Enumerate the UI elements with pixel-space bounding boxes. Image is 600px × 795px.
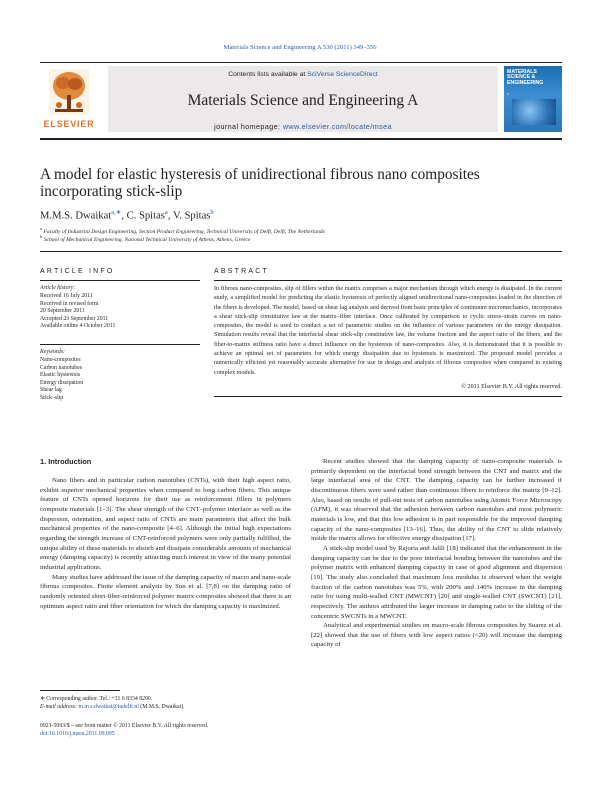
article-history-label: Article history: [40, 285, 76, 291]
contents-prefix: Contents lists available at [228, 71, 308, 78]
abstract-text: In fibrous nano-composites, slip of fillers within the matrix comprises a major mechanism through which energy is dissipated. In the current study, a simplified model for predicting the elastic hysteresis of perfectly aligned unidirectional nano-composites loaded in the direction of the fibers is developed. The model, based on shear lag analysis and derived from basic principles of continuum micromechanics, incorporates a shear stick-slip constitutive law at the matrix–fiber interface. Once calibrated by comparison to cyclic stress–strain curves on nano-composites, the model is used to conduct a set of parametric studies on the influence of various parameters on the energy dissipation. Simulation results reveal that the interfacial shear stick-slip constitutive law, the volume fraction and the aspect ratio of the fibers, and the fiber-to-matrix stiffness ratio have a direct influence on the hysteresis of nano-composites. Also, it is demonstrated that it is possible to achieve an optimal set of parameters for which energy dissipation due to hysteresis is maximized. The proposed model provides a numerically efficient yet reasonably accurate alternative for use in design and analysis of fibrous composites when compared to existing complex models. [214, 286, 562, 376]
author-list: M.M.S. Dwaikat$^{a,∗}$, C. Spitas$^a$, V. Spitas$^b$ [40, 209, 214, 222]
copyright-notice: © 2011 Elsevier B.V. All rights reserved. [461, 384, 562, 390]
issn-doi-block [40, 722, 291, 738]
top-rule [40, 62, 562, 63]
keyword: Stick–slip [40, 394, 64, 401]
introduction-heading: 1. Introduction [40, 457, 92, 466]
body-paragraph: Recent studies showed that the damping capacity of nano-composite materials is primarily dependent on the interfacial bond strength between the CNT and matrix and the large interfacial area of the CNT. The damping capacity can be further increased if discontinuous fibers were used rather than continuous fibers to reinforce the matrix [9–12]. Also, based on results of pull-out tests of carbon nanotubes using Atomic Force Microscopy (AFM), it was observed that the adhesion between carbon nanotubes and most polymeric materials is low, and that this low adhesion is in part responsible for the improved damping capacity of the nano-composites [13–16]. Thus, the ability of the CNT to slide relatively inside the matrix allows for effective energy dissipation [17]. [311, 458, 562, 543]
body-paragraph: Many studies have addressed the issue of the damping capacity of macro and nano-scale fibrous composites. Finite element analysis by Sun et al. [7,8] on the damping ratio of randomly oriented short-fiber-reinforced polymer matrix composites showed that there is an optimum aspect ratio and fiber orientation for which the damping capacity is maximized. [40, 573, 291, 610]
keyword: Nano-composites [40, 357, 81, 363]
author-name: M.M.S. Dwaikat [40, 210, 112, 222]
elsevier-tree-icon [49, 69, 89, 115]
body-paragraph: Analytical and experimental studies on macro-scale fibrous composites by Suarez et al. [22] showed that the use of fibers with low aspect ratios (<20) will increase the damping capacity of [311, 622, 562, 649]
doi-link[interactable]: doi:10.1016/j.msea.2011.09.095 [40, 731, 115, 737]
article-title: A model for elastic hysteresis of unidirectional fibrous nano composites incorporating stick-slip [40, 166, 480, 200]
author-affiliation-mark[interactable]: b [210, 209, 214, 216]
history-entry: Received in revised form [40, 300, 99, 307]
affiliation-mark: a [40, 226, 43, 231]
abstract-heading: ABSTRACT [214, 268, 269, 275]
article-history-list [40, 293, 115, 331]
journal-homepage-line [108, 122, 498, 131]
journal-reference-link[interactable]: Materials Science and Engineering A 530 (2011) 349–356 [223, 44, 377, 51]
left-column-text [40, 476, 291, 611]
history-entry: 20 September 2011 [40, 308, 85, 315]
email-suffix: (M.M.S. Dwaikat). [138, 704, 185, 710]
keywords-label: Keywords: [40, 349, 65, 355]
issn-line: 0921-5093/$ – see front matter © 2011 Elsevier B.V. All rights reserved. [40, 723, 209, 729]
keywords-list [40, 357, 83, 403]
history-entry: Available online 4 October 2011 [40, 323, 116, 330]
affiliation-mark: b [40, 234, 43, 239]
author-name: V. Spitas [172, 210, 211, 222]
email-line [40, 703, 291, 711]
right-column-text [311, 457, 562, 650]
article-info-rule [40, 280, 200, 281]
masthead-rule [40, 138, 562, 140]
affiliation-text: Faculty of Industrial Design Engineering, Section Product Engineering, Technical University of Delft, Delft, The Netherlands [43, 228, 325, 235]
email-label: E-mail address: [40, 704, 79, 710]
abstract-bottom-rule [214, 396, 562, 397]
footnote-rule [40, 690, 120, 691]
author-affiliation-mark[interactable]: a [164, 209, 168, 216]
history-entry: Accepted 23 September 2011 [40, 315, 109, 322]
homepage-prefix: journal homepage: [214, 122, 283, 131]
keyword: Shear lag [40, 387, 62, 394]
abstract-rule [214, 280, 562, 281]
corresponding-author-footnote [40, 695, 291, 711]
body-paragraph: A stick-slip model used by Rajoria and Jalili [18] indicated that the enhancement in the damping capacity can be due to the poor interfacial bonding between the nanotubes and the polymer matrix with enhanced damping capacity in case of good alignment and dispersion [19]. The study also concluded that maximum loss modulus is observed when the weight fraction of the carbon nanotubes was 5%, with 200% and 140% increase in the damping ratio for using multi-walled CNT (MWCNT) [20] and single-walled CNT (SWCNT) [21], respectively. The authors attributed the larger increase in damping ratio to the sliding of the concentric SWCNTs in a MWCNT. [311, 544, 562, 620]
journal-title: Materials Science and Engineering A [187, 92, 419, 109]
author-affiliation-mark[interactable]: a,∗ [111, 209, 122, 216]
affiliation-rule [40, 251, 562, 252]
author-name: C. Spitas [126, 210, 165, 222]
affiliation [40, 234, 560, 243]
cover-artwork [512, 99, 556, 125]
sciencedirect-link[interactable]: SciVerse ScienceDirect [307, 71, 378, 78]
email-link[interactable]: m.m.s.dwaikat@tudelft.nl [78, 704, 139, 710]
cover-title: MATERIALS SCIENCE & ENGINEERING [507, 69, 544, 86]
publisher-wordmark: ELSEVIER [43, 119, 95, 129]
cover-letter: A [507, 92, 510, 96]
keyword: Elastic hysteresis [40, 372, 81, 379]
keyword: Carbon nanotubes [40, 364, 83, 371]
keyword: Energy dissipation [40, 379, 84, 386]
body-paragraph: Nano fibers and in particular carbon nanotubes (CNTs), with their high aspect ratio, exhibit superior mechanical properties when compared to long carbon fibers. This unique feature of CNTs opened horizons for their use as reinforcement fillers in polymers composite materials [1–3]. The shear strength of the CNT–polymer interface as well as the dispersion, orientation, and aspect ratio of CNTs are main parameters that affect the bulk mechanical properties of the nano-composite [4–6]. Although the initial high expectations regarding the strength increase of CNT-reinforced polymers were only partially fulfilled, the unique ability of these materials to absorb and dissipate considerable amounts of mechanical energy (damping capacity) is recently attracting much interest in view of the many potential industrial applications. [40, 477, 291, 571]
contents-available-line [108, 71, 498, 78]
affiliation-text: School of Mechanical Engineering, National Technical University of Athens, Athens, Greece [43, 236, 251, 243]
keywords-rule [40, 344, 200, 345]
corresponding-author-line: ∗ Corresponding author. Tel.: +31 6 8334 8290. [40, 696, 153, 702]
article-info-heading: ARTICLE INFO [40, 268, 115, 275]
history-entry: Received 16 July 2011 [40, 293, 93, 299]
homepage-link[interactable]: www.elsevier.com/locate/msea [282, 122, 392, 131]
